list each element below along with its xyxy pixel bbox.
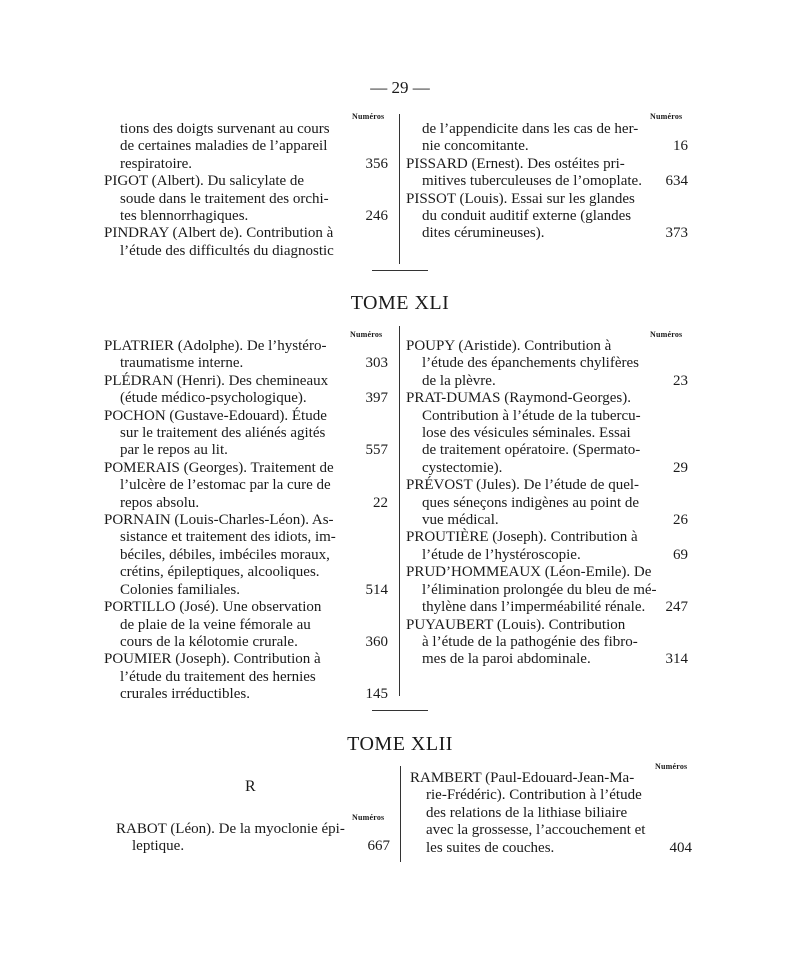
entry-number: 23	[673, 372, 688, 389]
entry-text: à l’étude de la pathogénie des fibro-	[422, 633, 638, 650]
index-entry-line	[406, 564, 688, 581]
entry-text: l’élimination prolongée du bleu de mé-	[422, 581, 657, 598]
index-entry-line	[104, 408, 388, 425]
index-entry-line	[406, 547, 688, 564]
numeros-header: Numéros	[655, 762, 688, 771]
entry-text: avec la grossesse, l’accouchement et	[426, 822, 646, 839]
index-entry-line	[116, 838, 390, 855]
entry-number: 397	[365, 390, 388, 407]
index-entry-line	[104, 547, 388, 564]
index-entry-line	[406, 138, 688, 155]
entry-number: 404	[669, 839, 692, 856]
index-entry-line	[406, 355, 688, 372]
entry-text: crétins, épileptiques, alcooliques.	[120, 564, 320, 581]
index-entry-line	[104, 373, 388, 390]
entry-text: des relations de la lithiase biliaire	[426, 804, 628, 821]
entry-text: PLÉDRAN (Henri). Des chemineaux	[104, 372, 329, 389]
index-entry-line	[406, 208, 688, 225]
entry-text: de la plèvre.	[422, 372, 496, 389]
entry-text: PRÉVOST (Jules). De l’étude de quel-	[406, 477, 640, 494]
entry-text: les suites de couches.	[426, 839, 555, 856]
index-entry-line	[406, 460, 688, 477]
entry-text: POMERAIS (Georges). Traitement de	[104, 459, 334, 476]
column-divider	[399, 114, 400, 264]
entry-text: PRUD’HOMMEAUX (Léon-Emile). De	[406, 564, 652, 581]
numeros-header: Numéros	[650, 330, 683, 339]
entry-text: RAMBERT (Paul-Edouard-Jean-Ma-	[410, 770, 635, 786]
entry-number: 514	[365, 581, 388, 598]
index-entry-line	[104, 138, 388, 155]
entry-text: PORNAIN (Louis-Charles-Léon). As-	[104, 512, 334, 529]
entry-number: 16	[673, 138, 688, 155]
entry-number: 69	[673, 546, 688, 563]
index-entry-line	[104, 425, 388, 442]
tome-title: TOME XLI	[350, 292, 450, 314]
tome-title: TOME XLII	[347, 733, 453, 755]
entry-text: l’étude de l’hystéroscopie.	[422, 546, 581, 563]
entry-text: tions des doigts survenant au cours	[120, 121, 330, 137]
entry-number: 356	[365, 155, 388, 172]
index-entry-line	[104, 599, 388, 616]
entry-text: soude dans le traitement des orchi-	[120, 190, 329, 207]
entry-text: crurales irréductibles.	[120, 686, 250, 703]
index-entry-line	[406, 338, 688, 355]
index-entry-line	[104, 338, 388, 355]
index-entry-line	[406, 408, 688, 425]
entry-text: cours de la kélotomie crurale.	[120, 633, 298, 650]
entry-text: l’ulcère de l’estomac par la cure de	[120, 477, 331, 494]
entry-text: nie concomitante.	[422, 138, 529, 155]
index-entry-line	[406, 617, 688, 634]
entry-text: lose des vésicules séminales. Essai	[422, 425, 631, 442]
entry-text: POUPY (Aristide). Contribution à	[406, 338, 612, 354]
entry-text: de l’appendicite dans les cas de her-	[422, 121, 639, 137]
index-entry-line	[406, 442, 688, 459]
index-entry-line	[406, 512, 688, 529]
index-column-right	[406, 338, 688, 669]
index-entry-line	[104, 156, 388, 173]
entry-text: RABOT (Léon). De la myoclonie épi-	[116, 821, 345, 837]
entry-text: l’étude des difficultés du diagnostic	[120, 242, 334, 259]
entry-text: POUMIER (Joseph). Contribution à	[104, 651, 321, 668]
entry-text: PUYAUBERT (Louis). Contribution	[406, 616, 626, 633]
entry-text: de plaie de la veine fémorale au	[120, 616, 311, 633]
entry-text: (étude médico-psychologique).	[120, 390, 307, 407]
entry-text: Contribution à l’étude de la tubercu-	[422, 407, 641, 424]
index-column-left	[104, 338, 388, 704]
index-entry-line	[104, 686, 388, 703]
index-entry-line	[104, 477, 388, 494]
entry-text: leptique.	[132, 838, 185, 855]
entry-text: de certaines maladies de l’appareil	[120, 138, 328, 155]
index-entry-line	[104, 225, 388, 242]
entry-text: PLATRIER (Adolphe). De l’hystéro-	[104, 338, 327, 354]
index-entry-line	[406, 225, 688, 242]
entry-number: 303	[365, 355, 388, 372]
entry-number: 29	[673, 459, 688, 476]
entry-number: 314	[665, 651, 688, 668]
index-column-right	[410, 770, 692, 857]
index-entry-line	[104, 460, 388, 477]
index-entry-line	[406, 477, 688, 494]
entry-text: tes blennorrhagiques.	[120, 208, 249, 225]
index-entry-line	[104, 634, 388, 651]
index-entry-line	[406, 599, 688, 616]
entry-text: par le repos au lit.	[120, 442, 228, 459]
entry-text: respiratoire.	[120, 155, 193, 172]
entry-text: PROUTIÈRE (Joseph). Contribution à	[406, 529, 638, 546]
index-entry-line	[406, 582, 688, 599]
entry-text: PISSOT (Louis). Essai sur les glandes	[406, 190, 635, 207]
entry-text: mes de la paroi abdominale.	[422, 651, 591, 668]
section-letter: R	[245, 778, 256, 795]
index-column-right	[406, 121, 688, 243]
entry-text: vue médical.	[422, 512, 499, 529]
entry-text: PRAT-DUMAS (Raymond-Georges).	[406, 390, 631, 407]
index-entry-line	[410, 770, 692, 787]
entry-text: béciles, débiles, imbéciles moraux,	[120, 546, 330, 563]
numeros-header: Numéros	[350, 330, 383, 339]
index-entry-line	[104, 582, 388, 599]
numeros-header: Numéros	[352, 112, 385, 121]
index-entry-line	[410, 787, 692, 804]
index-entry-line	[406, 156, 688, 173]
entry-text: traumatisme interne.	[120, 355, 244, 372]
entry-text: PISSARD (Ernest). Des ostéites pri-	[406, 155, 625, 172]
entry-text: l’étude des épanchements chylifères	[422, 355, 639, 372]
entry-text: ques séneçons indigènes au point de	[422, 494, 640, 511]
index-entry-line	[104, 173, 388, 190]
index-entry-line	[104, 355, 388, 372]
index-entry-line	[406, 191, 688, 208]
index-entry-line	[104, 442, 388, 459]
index-entry-line	[406, 529, 688, 546]
entry-number: 360	[365, 633, 388, 650]
entry-text: PORTILLO (José). Une observation	[104, 599, 322, 616]
entry-text: sur le traitement des aliénés agités	[120, 425, 326, 442]
entry-text: de traitement opératoire. (Spermato-	[422, 442, 641, 459]
index-entry-line	[406, 651, 688, 668]
index-entry-line	[406, 495, 688, 512]
index-entry-line	[410, 805, 692, 822]
index-entry-line	[406, 373, 688, 390]
numeros-header: Numéros	[352, 813, 385, 822]
index-entry-line	[410, 840, 692, 857]
numeros-header: Numéros	[650, 112, 683, 121]
entry-number: 246	[365, 208, 388, 225]
entry-text: repos absolu.	[120, 494, 200, 511]
index-entry-line	[406, 173, 688, 190]
index-entry-line	[104, 243, 388, 260]
entry-number: 247	[665, 599, 688, 616]
entry-number: 145	[365, 686, 388, 703]
entry-text: du conduit auditif externe (glandes	[422, 208, 632, 225]
entry-text: cystectomie).	[422, 459, 503, 476]
index-entry-line	[410, 822, 692, 839]
entry-text: sistance et traitement des idiots, im-	[120, 529, 336, 546]
index-entry-line	[406, 425, 688, 442]
index-column-left	[116, 821, 390, 856]
entry-text: PIGOT (Albert). Du salicylate de	[104, 173, 305, 190]
index-entry-line	[104, 390, 388, 407]
entry-text: l’étude du traitement des hernies	[120, 668, 316, 685]
entry-text: rie-Frédéric). Contribution à l’étude	[426, 787, 642, 804]
index-entry-line	[104, 669, 388, 686]
index-entry-line	[104, 495, 388, 512]
entry-text: thylène dans l’imperméabilité rénale.	[422, 599, 646, 616]
entry-text: dites cérumineuses).	[422, 225, 545, 242]
index-entry-line	[104, 208, 388, 225]
index-entry-line	[104, 512, 388, 529]
index-entry-line	[104, 121, 388, 138]
entry-text: POCHON (Gustave-Edouard). Étude	[104, 407, 327, 424]
index-entry-line	[406, 634, 688, 651]
entry-number: 634	[665, 173, 688, 190]
index-entry-line	[104, 529, 388, 546]
entry-number: 26	[673, 512, 688, 529]
column-divider	[399, 326, 400, 696]
index-entry-line	[406, 121, 688, 138]
index-entry-line	[104, 564, 388, 581]
index-entry-line	[406, 390, 688, 407]
entry-number: 557	[365, 442, 388, 459]
entry-text: mitives tuberculeuses de l’omoplate.	[422, 173, 642, 190]
section-rule	[372, 710, 428, 711]
index-entry-line	[104, 617, 388, 634]
entry-number: 22	[373, 494, 388, 511]
index-entry-line	[104, 651, 388, 668]
index-entry-line	[116, 821, 390, 838]
entry-text: PINDRAY (Albert de). Contribution à	[104, 225, 334, 242]
section-rule	[372, 270, 428, 271]
page-number: — 29 —	[370, 78, 430, 97]
entry-text: Colonies familiales.	[120, 581, 240, 598]
column-divider	[400, 766, 401, 862]
index-entry-line	[104, 191, 388, 208]
entry-number: 373	[665, 225, 688, 242]
entry-number: 667	[367, 838, 390, 855]
index-column-left	[104, 121, 388, 260]
